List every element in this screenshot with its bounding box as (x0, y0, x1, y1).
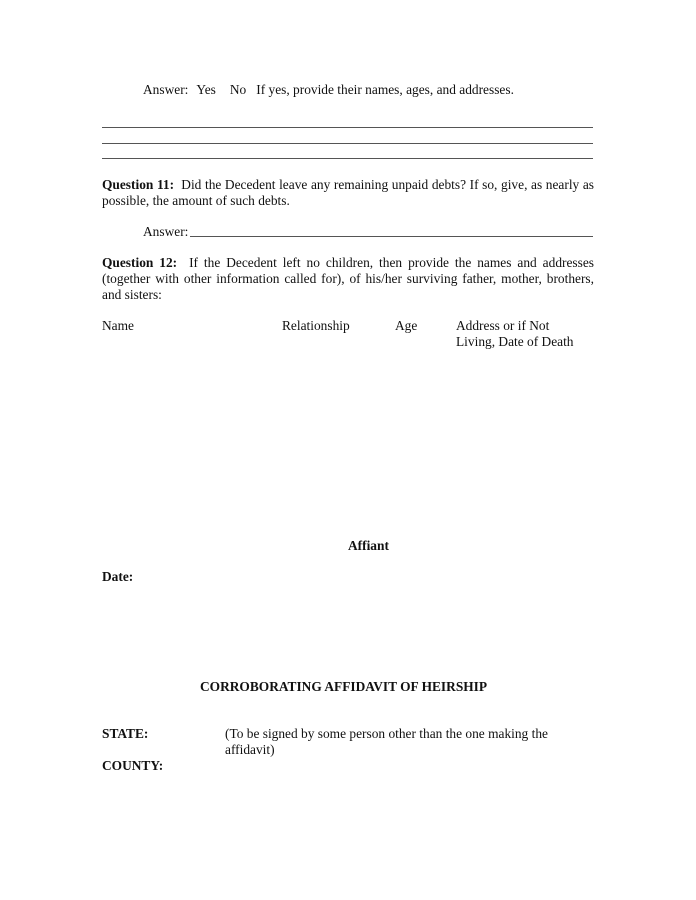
corroborating-note-line2: affidavit) (225, 742, 275, 757)
q12-text: If the Decedent left no children, then provide the names and addresses (together with other information called for), of his/her surviving father, mother, brothers, and sisters: (102, 255, 594, 302)
q10-yes-option[interactable]: Yes (196, 82, 216, 97)
q11-answer-label: Answer: (143, 224, 189, 239)
county-label: COUNTY: (102, 758, 164, 773)
corroborating-note-line1: (To be signed by some person other than the one making the (225, 726, 548, 741)
q10-answer-line-1[interactable] (102, 127, 593, 128)
q10-answer-row (143, 82, 514, 98)
q11-text: Did the Decedent leave any remaining unpaid debts? If so, give, as nearly as possible, the amount of such debts. (102, 177, 594, 208)
col-header-relationship: Relationship (282, 318, 350, 333)
col-header-address-line1: Address or if Not (456, 318, 550, 333)
q12-label: Question 12: (102, 255, 178, 270)
state-label: STATE: (102, 726, 149, 741)
q10-answer-line-3[interactable] (102, 158, 593, 159)
q11-label: Question 11: (102, 177, 175, 192)
question-12 (102, 255, 594, 303)
q11-answer-line[interactable] (190, 236, 593, 237)
date-label: Date: (102, 569, 134, 584)
affiant-label: Affiant (348, 538, 389, 553)
col-header-age: Age (395, 318, 418, 333)
q10-instruction: If yes, provide their names, ages, and addresses. (256, 82, 514, 97)
q10-no-option[interactable]: No (229, 82, 247, 97)
corroborating-title: CORROBORATING AFFIDAVIT OF HEIRSHIP (200, 679, 488, 694)
col-header-name: Name (102, 318, 134, 333)
question-11 (102, 177, 594, 209)
q10-answer-label: Answer: (143, 82, 189, 97)
q10-answer-line-2[interactable] (102, 143, 593, 144)
col-header-address-line2: Living, Date of Death (456, 334, 574, 349)
